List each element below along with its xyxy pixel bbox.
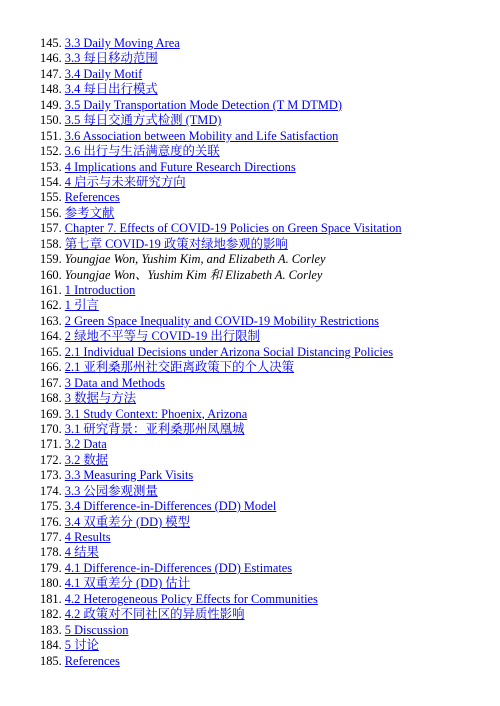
toc-entry-number: 164.	[40, 329, 62, 344]
toc-entry-link[interactable]: 3.5 每日交通方式检测 (TMD)	[64, 113, 222, 128]
toc-entry-link[interactable]: 参考文献	[64, 205, 115, 220]
toc-entry-link[interactable]: 3.4 每日出行模式	[64, 82, 158, 97]
toc-entry-number: 182.	[40, 607, 62, 622]
toc-entry-number: 181.	[40, 591, 62, 606]
toc-entry[interactable]	[40, 638, 402, 653]
toc-entry-link[interactable]: 4 Results	[64, 530, 111, 544]
toc-entry-link[interactable]: 3.5 Daily Transportation Mode Detection (T M DTMD)	[64, 97, 342, 112]
toc-entry-link[interactable]: 2 绿地不平等与 COVID-19 出行限制	[64, 329, 260, 344]
toc-entry-number: 177.	[40, 530, 62, 544]
toc-entry-number: 157.	[40, 221, 62, 236]
toc-entry[interactable]	[40, 407, 402, 422]
toc-entry-link[interactable]: 3.3 Measuring Park Visits	[64, 468, 194, 483]
toc-entry-number: 147.	[40, 66, 62, 81]
toc-entry-number: 148.	[40, 82, 62, 97]
toc-entry-number: 184.	[40, 638, 62, 653]
toc-entry[interactable]	[40, 113, 402, 128]
toc-entry-authors: Youngjae Won、Yushim Kim 和 Elizabeth A. Corley	[64, 267, 323, 282]
toc-entry[interactable]	[40, 298, 402, 313]
toc-entry-number: 165.	[40, 344, 62, 359]
toc-entry-link[interactable]: 3.2 Data	[64, 437, 107, 452]
toc-entry-number: 156.	[40, 205, 62, 220]
toc-entry-link[interactable]: 4 结果	[64, 545, 99, 560]
toc-entry-link[interactable]: 3.2 数据	[64, 452, 109, 467]
toc-entry[interactable]	[40, 422, 402, 437]
toc-entry-link[interactable]: 5 Discussion	[64, 622, 129, 637]
toc-entry[interactable]	[40, 499, 402, 514]
toc-entry-link[interactable]: 2 Green Space Inequality and COVID-19 Mobility Restrictions	[64, 313, 379, 328]
toc-entry-number: 163.	[40, 313, 62, 328]
toc-entry-number: 154.	[40, 174, 62, 189]
toc-entry-number: 170.	[40, 421, 62, 436]
toc-entry-number: 153.	[40, 159, 62, 174]
toc-entry-link[interactable]: 1 Introduction	[64, 283, 136, 297]
toc-entry-number: 162.	[40, 298, 62, 313]
toc-entry[interactable]	[40, 654, 402, 669]
toc-entry[interactable]	[40, 623, 402, 638]
toc-entry-link[interactable]: 4 Implications and Future Research Directions	[64, 159, 296, 174]
toc-entry-link[interactable]: References	[64, 190, 120, 205]
toc-entry-link[interactable]: 3.6 Association between Mobility and Life Satisfaction	[64, 128, 339, 143]
toc-entry[interactable]	[40, 129, 402, 144]
toc-entry[interactable]	[40, 437, 402, 452]
toc-entry	[40, 268, 402, 283]
toc-entry-link[interactable]: 1 引言	[64, 298, 99, 313]
toc-entry-link[interactable]: 3.1 Study Context: Phoenix, Arizona	[64, 406, 248, 421]
toc-entry-number: 173.	[40, 468, 62, 483]
toc-entry[interactable]	[40, 237, 402, 252]
toc-entry-number: 166.	[40, 360, 62, 375]
toc-entry[interactable]	[40, 190, 402, 205]
toc-entry-number: 168.	[40, 391, 62, 406]
toc-entry[interactable]	[40, 283, 402, 298]
toc-entry-number: 149.	[40, 97, 62, 112]
table-of-contents	[40, 36, 402, 669]
toc-entry-number: 155.	[40, 190, 62, 205]
toc-entry[interactable]	[40, 206, 402, 221]
toc-entry-link[interactable]: 2.1 亚利桑那州社交距离政策下的个人决策	[64, 360, 295, 375]
toc-entry-link[interactable]: 3.3 公园参观测量	[64, 483, 158, 498]
toc-entry-number: 172.	[40, 452, 62, 467]
toc-entry-link[interactable]: 2.1 Individual Decisions under Arizona Social Distancing Policies	[64, 344, 394, 359]
toc-entry-number: 151.	[40, 128, 62, 143]
toc-entry[interactable]	[40, 484, 402, 499]
toc-entry-link[interactable]: 第七章 COVID-19 政策对绿地参观的影响	[64, 236, 288, 251]
toc-entry-number: 150.	[40, 113, 62, 128]
toc-entry[interactable]	[40, 468, 402, 483]
toc-entry-number: 185.	[40, 653, 62, 668]
toc-entry-number: 161.	[40, 283, 62, 297]
toc-entry	[40, 252, 402, 267]
toc-entry[interactable]	[40, 160, 402, 175]
toc-entry-number: 179.	[40, 560, 62, 575]
toc-entry-link[interactable]: 3 Data and Methods	[64, 375, 165, 390]
toc-entry[interactable]	[40, 36, 402, 51]
toc-entry[interactable]	[40, 221, 402, 236]
toc-entry[interactable]	[40, 515, 402, 530]
toc-entry-number: 158.	[40, 236, 62, 251]
toc-entry[interactable]	[40, 376, 402, 391]
toc-entry-link[interactable]: 4 启示与未来研究方向	[64, 174, 186, 189]
toc-entry-link[interactable]: 3.3 Daily Moving Area	[64, 36, 180, 50]
toc-entry-number: 183.	[40, 622, 62, 637]
toc-entry[interactable]	[40, 360, 402, 375]
toc-entry-number: 171.	[40, 437, 62, 452]
toc-entry-number: 146.	[40, 51, 62, 66]
toc-entry-link[interactable]: 5 讨论	[64, 638, 99, 653]
toc-entry[interactable]	[40, 144, 402, 159]
toc-entry-authors: Youngjae Won, Yushim Kim, and Elizabeth A. Corley	[64, 252, 326, 267]
toc-entry-number: 159.	[40, 252, 62, 267]
toc-entry[interactable]	[40, 314, 402, 329]
toc-entry-link[interactable]: 3.4 双重差分 (DD) 模型	[64, 514, 191, 529]
toc-entry[interactable]	[40, 453, 402, 468]
toc-entry-link[interactable]: 3.4 Daily Motif	[64, 66, 143, 81]
toc-entry-number: 175.	[40, 499, 62, 514]
toc-entry-link[interactable]: 3 数据与方法	[64, 391, 137, 406]
toc-entry-number: 178.	[40, 545, 62, 560]
toc-entry[interactable]	[40, 576, 402, 591]
toc-entry[interactable]	[40, 545, 402, 560]
toc-entry-link[interactable]: 3.6 出行与生活满意度的关联	[64, 144, 220, 159]
toc-entry-link[interactable]: 4.2 政策对不同社区的异质性影响	[64, 607, 245, 622]
toc-entry-number: 152.	[40, 144, 62, 159]
toc-entry[interactable]	[40, 345, 402, 360]
toc-entry[interactable]	[40, 530, 402, 545]
toc-entry[interactable]	[40, 592, 402, 607]
toc-entry[interactable]	[40, 391, 402, 406]
toc-entry-link[interactable]: 3.3 每日移动范围	[64, 51, 158, 66]
toc-entry-number: 167.	[40, 375, 62, 390]
toc-entry[interactable]	[40, 98, 402, 113]
toc-entry-number: 180.	[40, 576, 62, 591]
toc-entry-number: 160.	[40, 267, 62, 282]
toc-entry[interactable]	[40, 329, 402, 344]
toc-entry[interactable]	[40, 67, 402, 82]
toc-entry-link[interactable]: 4.2 Heterogeneous Policy Effects for Communities	[64, 591, 318, 606]
toc-entry-link[interactable]: Chapter 7. Effects of COVID-19 Policies on Green Space Visitation	[64, 221, 402, 236]
toc-entry-link[interactable]: 4.1 Difference-in-Differences (DD) Estimates	[64, 560, 293, 575]
toc-entry[interactable]	[40, 607, 402, 622]
toc-entry[interactable]	[40, 51, 402, 66]
toc-entry-link[interactable]: 3.1 研究背景：亚利桑那州凤凰城	[64, 421, 245, 436]
toc-entry-link[interactable]: 4.1 双重差分 (DD) 估计	[64, 576, 191, 591]
toc-entry-link[interactable]: References	[64, 653, 120, 668]
toc-entry[interactable]	[40, 175, 402, 190]
toc-entry-link[interactable]: 3.4 Difference-in-Differences (DD) Model	[64, 499, 277, 514]
toc-entry-number: 145.	[40, 36, 62, 50]
toc-entry-number: 176.	[40, 514, 62, 529]
toc-entry[interactable]	[40, 561, 402, 576]
toc-entry-number: 169.	[40, 406, 62, 421]
toc-entry[interactable]	[40, 82, 402, 97]
toc-entry-number: 174.	[40, 483, 62, 498]
